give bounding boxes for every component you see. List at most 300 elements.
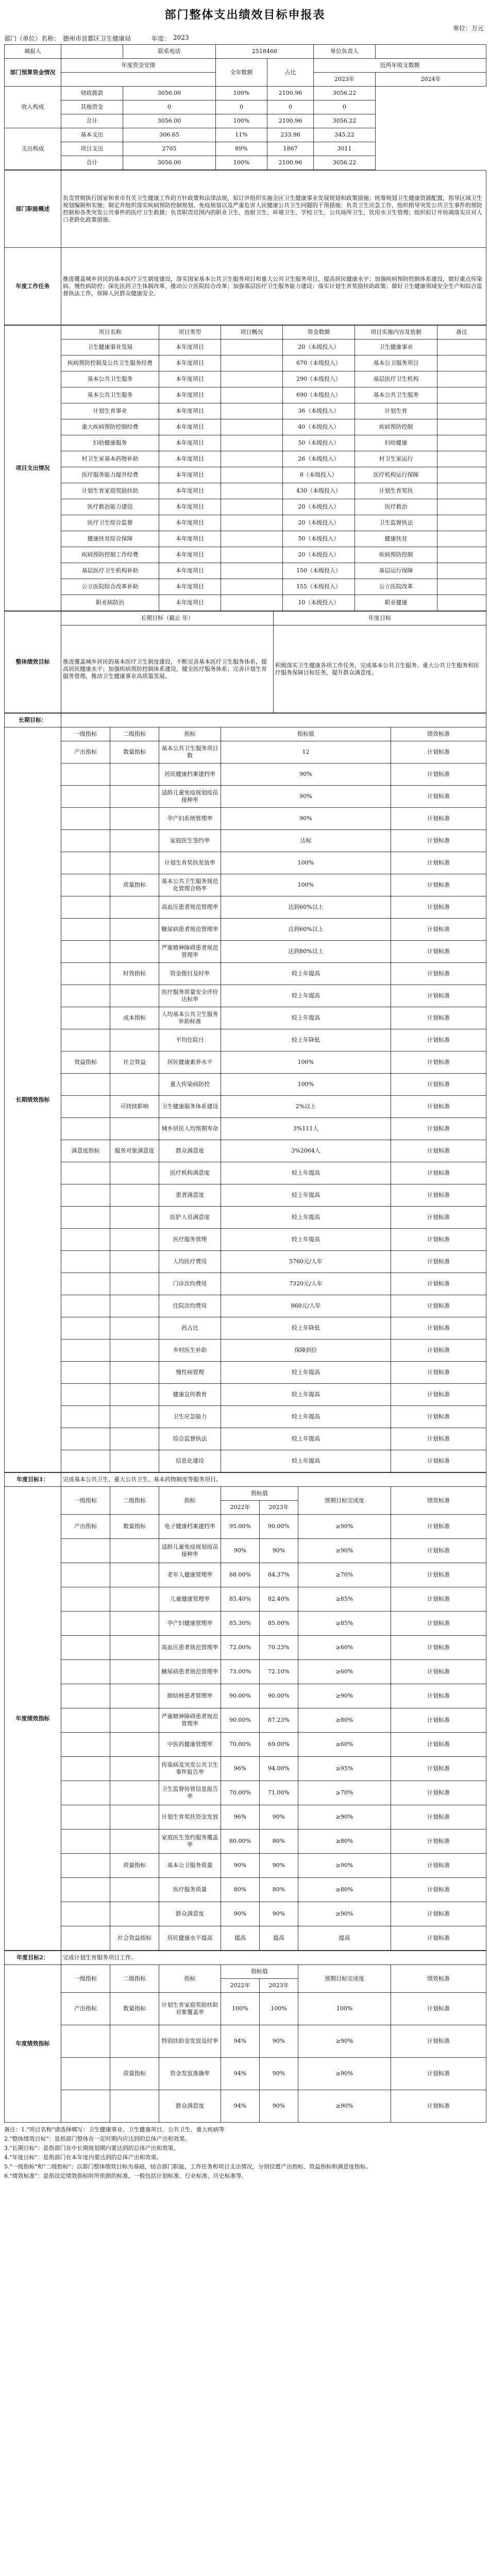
year_goal-a: 90.00% bbox=[221, 1684, 260, 1708]
money-total: 3056.00 bbox=[123, 114, 216, 128]
overall-label: 整体绩效目标 bbox=[5, 612, 61, 713]
year_goal-l2 bbox=[110, 1805, 159, 1829]
year_goal-a: 提高 bbox=[221, 1926, 260, 1951]
long-goal-l2 bbox=[110, 1229, 159, 1251]
table-row bbox=[5, 1612, 486, 1636]
year_goal-l2 bbox=[110, 1757, 159, 1781]
project-name: 重大疾病预防控制经费 bbox=[61, 419, 159, 435]
table-row bbox=[5, 830, 486, 852]
long-goal-val: 较上年提高 bbox=[221, 963, 391, 985]
long-goal-ind: 乡村医生补助 bbox=[159, 1340, 221, 1362]
money-sub: 基本支出 bbox=[61, 128, 123, 142]
year_goal-l2 bbox=[110, 1902, 159, 1926]
long-goal-l1 bbox=[61, 1007, 110, 1029]
year_goal-c: ≥85% bbox=[298, 1612, 391, 1636]
project-desc bbox=[221, 387, 283, 403]
tasks-text: 推进覆盖城乡居民的基本医疗卫生制度建设，落实国家基本公共卫生服务项目和重大公共卫生服务项目，提高居民健康水平；加强疾病预防控制体系建设，做好重点传染病、慢性病防控；深化医药卫生体制改革，推动公立医院综合改革；加强基层医疗卫生服务能力建设；落实计划生育奖励扶助政策；做好卫生健康领域安全生产和综合监督执法工作，保障人民群众健康安全。 bbox=[61, 248, 486, 325]
year_goal2-a: 100% bbox=[221, 1993, 260, 2025]
year_goal-std: 计划标准 bbox=[391, 1515, 486, 1539]
long-goal-val: 2%以上 bbox=[221, 1096, 391, 1118]
table-row bbox=[5, 1340, 486, 1362]
year_goal-std: 计划标准 bbox=[391, 1781, 486, 1805]
table-row bbox=[5, 1781, 486, 1805]
long-goal-table bbox=[4, 713, 486, 1472]
year_goal-b: 提高 bbox=[260, 1926, 298, 1951]
project-name: 公立医院综合改革补助 bbox=[61, 579, 159, 595]
long-goal-l1: 满意度指标 bbox=[61, 1140, 110, 1162]
year_goal-l2: 质量指标 bbox=[110, 1854, 159, 1878]
long-goal-l1 bbox=[61, 1074, 110, 1096]
long-goal-ind: 居民健康档案建档率 bbox=[159, 764, 221, 786]
year-goal2-table bbox=[4, 1951, 486, 2123]
year_goal-a: 70.00% bbox=[221, 1781, 260, 1805]
year_goal-ind: 肺结核患者管理率 bbox=[159, 1684, 221, 1708]
table-row bbox=[5, 1096, 486, 1118]
year_goal2-std: 计划标准 bbox=[391, 2090, 486, 2123]
project-name: 疾病预防控制工作经费 bbox=[61, 547, 159, 563]
year_goal-subcol: 2022年 bbox=[221, 1501, 260, 1515]
table-row bbox=[5, 499, 486, 515]
project-note bbox=[437, 355, 486, 371]
project-content: 基层运行保障 bbox=[355, 563, 437, 579]
long-goal-l1 bbox=[61, 786, 110, 808]
year_goal-b: 94.00% bbox=[260, 1757, 298, 1781]
year_goal2-c: 100% bbox=[298, 1993, 391, 2025]
money-y1: 2100.96 bbox=[267, 87, 314, 100]
long-goal-ind: 严重精神障碍患者规范管理率 bbox=[159, 941, 221, 963]
long-goal-std: 计划标准 bbox=[391, 741, 486, 764]
year_goal-c: ≥80% bbox=[298, 1708, 391, 1733]
year_goal-l1 bbox=[61, 1926, 110, 1951]
long-goal-val: 12 bbox=[221, 741, 391, 764]
project-name: 医疗卫生综合监督 bbox=[61, 515, 159, 531]
long-goal-std: 计划标准 bbox=[391, 1428, 486, 1450]
year_goal2-col: 指标值 bbox=[221, 1965, 298, 1979]
year_goal-ind: 传染病及突发公共卫生事件报告率 bbox=[159, 1757, 221, 1781]
unit-label: 单位：万元 bbox=[452, 25, 484, 32]
long-goal-ind: 慢性病管理 bbox=[159, 1362, 221, 1384]
long-goal-val: 5760元/人年 bbox=[221, 1251, 391, 1273]
table-row bbox=[5, 1515, 486, 1539]
project-desc bbox=[221, 515, 283, 531]
project-name: 村卫生室基本药物补助 bbox=[61, 451, 159, 467]
money-pct: 11% bbox=[216, 128, 267, 142]
long-goal-l2 bbox=[110, 1273, 159, 1295]
project-name: 健康扶贫综合保障 bbox=[61, 531, 159, 547]
year_goal-l1 bbox=[61, 1902, 110, 1926]
year_goal-std: 计划标准 bbox=[391, 1757, 486, 1781]
long-goal-l2 bbox=[110, 1406, 159, 1428]
table-row bbox=[5, 1636, 486, 1660]
money-col-4: 2023年 bbox=[314, 73, 376, 87]
long-goal-std: 计划标准 bbox=[391, 1052, 486, 1074]
year_goal-l2 bbox=[110, 1612, 159, 1636]
long-goal-std: 计划标准 bbox=[391, 786, 486, 808]
projects-col: 备注 bbox=[437, 326, 486, 340]
year_goal2-std: 计划标准 bbox=[391, 2058, 486, 2090]
year_goal-l2 bbox=[110, 1660, 159, 1684]
year_goal-side-label: 年度绩效指标 bbox=[5, 1487, 61, 1951]
long-goal-l2 bbox=[110, 1384, 159, 1406]
year_goal-a: 88.00% bbox=[221, 1563, 260, 1587]
long-goal-l1 bbox=[61, 1295, 110, 1317]
tasks-label: 年度工作任务 bbox=[5, 248, 61, 325]
year_goal-std: 计划标准 bbox=[391, 1902, 486, 1926]
long-goal-std: 计划标准 bbox=[391, 852, 486, 874]
year_goal-std: 计划标准 bbox=[391, 1684, 486, 1708]
project-note bbox=[437, 371, 486, 387]
table-row bbox=[5, 764, 486, 786]
money-y2: 3056.22 bbox=[314, 156, 376, 170]
project-type: 本年度项目 bbox=[159, 499, 221, 515]
project-note bbox=[437, 531, 486, 547]
year-goal2-label: 年度目标2： bbox=[5, 1951, 61, 1965]
long-goal-std: 计划标准 bbox=[391, 1207, 486, 1229]
long-goal-val: 90% bbox=[221, 764, 391, 786]
project-note bbox=[437, 387, 486, 403]
money-pct: 89% bbox=[216, 142, 267, 156]
long-goal-l1 bbox=[61, 1029, 110, 1052]
year_goal2-side-label: 年度绩效指标 bbox=[5, 1965, 61, 2123]
year_goal-l2 bbox=[110, 1539, 159, 1563]
project-type: 本年度项目 bbox=[159, 467, 221, 483]
year_goal-col: 二级指标 bbox=[110, 1487, 159, 1515]
year_goal2-l1 bbox=[61, 2025, 110, 2058]
year_goal-a: 90% bbox=[221, 1539, 260, 1563]
table-row bbox=[5, 355, 486, 371]
long-goal-ind: 适龄儿童免疫规划疫苗接种率 bbox=[159, 786, 221, 808]
long-goal-ind: 孕产妇系统管理率 bbox=[159, 808, 221, 830]
long-goal-col: 二级指标 bbox=[110, 727, 159, 741]
long-goal-l1 bbox=[61, 808, 110, 830]
money-pct: 0 bbox=[216, 100, 267, 114]
long-goal-l1: 产出指标 bbox=[61, 741, 110, 764]
long-goal-l2 bbox=[110, 896, 159, 919]
project-type: 本年度项目 bbox=[159, 515, 221, 531]
year_goal2-a: 94% bbox=[221, 2058, 260, 2090]
table-row bbox=[5, 1757, 486, 1781]
project-type: 本年度项目 bbox=[159, 419, 221, 435]
year_goal-ind: 严重精神障碍患者规范管理率 bbox=[159, 1708, 221, 1733]
year_goal-l2 bbox=[110, 1708, 159, 1733]
year_goal-ind: 家庭医生签约服务覆盖率 bbox=[159, 1829, 221, 1854]
long-goal-std: 计划标准 bbox=[391, 1140, 486, 1162]
project-note bbox=[437, 547, 486, 563]
table-row bbox=[5, 1878, 486, 1902]
long-goal-ind: 医护人员满意度 bbox=[159, 1207, 221, 1229]
year_goal-a: 70.00% bbox=[221, 1733, 260, 1757]
year_goal-l1 bbox=[61, 1781, 110, 1805]
long-goal-label: 长期目标： bbox=[5, 714, 61, 727]
leader-name bbox=[61, 45, 123, 59]
year_goal2-a: 94% bbox=[221, 2090, 260, 2123]
money-y1: 0 bbox=[267, 100, 314, 114]
year_goal-l2 bbox=[110, 1563, 159, 1587]
table-row bbox=[5, 1854, 486, 1878]
year_goal-b: 85.00% bbox=[260, 1612, 298, 1636]
year_goal-c: ≥95% bbox=[298, 1757, 391, 1781]
year-goal2-rows bbox=[5, 1965, 486, 2123]
table-row bbox=[5, 896, 486, 919]
long-goal-l2 bbox=[110, 1184, 159, 1207]
money-total: 3056.00 bbox=[123, 87, 216, 100]
long-goal-val: 100% bbox=[221, 1074, 391, 1096]
year_goal-c: ≥85% bbox=[298, 1587, 391, 1612]
year_goal2-l2: 数量指标 bbox=[110, 1993, 159, 2025]
year_goal-l1 bbox=[61, 1660, 110, 1684]
money-rows bbox=[5, 87, 486, 170]
year_goal-l1 bbox=[61, 1539, 110, 1563]
long-goal-val: 较上年降低 bbox=[221, 1317, 391, 1340]
year_goal-c: ≥70% bbox=[298, 1563, 391, 1587]
year_goal-std: 计划标准 bbox=[391, 1636, 486, 1660]
long-goal-std: 计划标准 bbox=[391, 1096, 486, 1118]
year_goal2-c: ≥90% bbox=[298, 2090, 391, 2123]
year_goal-std: 计划标准 bbox=[391, 1587, 486, 1612]
project-note bbox=[437, 483, 486, 499]
money-pct: 100% bbox=[216, 156, 267, 170]
project-amt: 20（本级投入） bbox=[283, 515, 355, 531]
year_goal-col: 预期目标完成度 bbox=[298, 1487, 391, 1515]
year_goal-l2: 数量指标 bbox=[110, 1515, 159, 1539]
long-goal-l2 bbox=[110, 1251, 159, 1273]
year_goal2-l2 bbox=[110, 2025, 159, 2058]
year_goal-l1 bbox=[61, 1733, 110, 1757]
overall-year-label: 年度目标 bbox=[274, 612, 486, 625]
page-title: 部门整体支出绩效目标申报表 bbox=[164, 8, 326, 22]
year_goal-l1: 产出指标 bbox=[61, 1515, 110, 1539]
long-goal-ind: 居民健康素养水平 bbox=[159, 1052, 221, 1074]
project-content: 卫生监督执法 bbox=[355, 515, 437, 531]
year_goal-ind: 儿童健康管理率 bbox=[159, 1587, 221, 1612]
table-row bbox=[5, 1184, 486, 1207]
long-goal-ind: 健康宣传教育 bbox=[159, 1384, 221, 1406]
long-goal-ind: 综合监督执法 bbox=[159, 1428, 221, 1450]
money-row bbox=[5, 128, 486, 142]
table-row bbox=[5, 340, 486, 355]
money-sub: 其他资金 bbox=[61, 100, 123, 114]
year_goal-c: ≥90% bbox=[298, 1902, 391, 1926]
project-amt: 150（本级投入） bbox=[283, 563, 355, 579]
table-row bbox=[5, 1295, 486, 1317]
table-row bbox=[5, 1406, 486, 1428]
year-goal-label: 年度目标1： bbox=[5, 1473, 61, 1487]
money-y2: 345.22 bbox=[314, 128, 376, 142]
projects-table bbox=[4, 325, 486, 611]
project-type: 本年度项目 bbox=[159, 355, 221, 371]
long-goal-val: 较上年提高 bbox=[221, 1450, 391, 1472]
long-goal-val: 达到60%以上 bbox=[221, 919, 391, 941]
project-type: 本年度项目 bbox=[159, 371, 221, 387]
year_goal-b: 90% bbox=[260, 1539, 298, 1563]
table-row bbox=[5, 1074, 486, 1096]
table-row bbox=[5, 741, 486, 764]
long-goal-val: 达标 bbox=[221, 830, 391, 852]
long-goal-l2 bbox=[110, 1029, 159, 1052]
long-goal-std: 计划标准 bbox=[391, 1450, 486, 1472]
project-desc bbox=[221, 340, 283, 355]
table-row bbox=[5, 515, 486, 531]
table-row bbox=[5, 1660, 486, 1684]
year_goal-c: ≥60% bbox=[298, 1733, 391, 1757]
note-line: 备注：1."项目名称"请选择填写：卫生健康事业、卫生健康项目、公共卫生、重大疾病等 bbox=[4, 2126, 225, 2133]
note-line: 4."年度目标"：是指部门在本年度内要达到的总体产出和效果。 bbox=[4, 2154, 162, 2161]
leader-label: 填报人 bbox=[5, 45, 61, 59]
year_goal-a: 80% bbox=[221, 1878, 260, 1902]
long-goal-val: 较上年提高 bbox=[221, 1007, 391, 1029]
table-row bbox=[5, 435, 486, 451]
long-goal-ind: 人均医疗费用 bbox=[159, 1251, 221, 1273]
note-line: 2."整体绩效目标"：是指部门整体在一定时期内应达到的总体产出和效果。 bbox=[4, 2136, 191, 2142]
year_goal-l2: 社会效益指标 bbox=[110, 1926, 159, 1951]
projects-col: 项目名称 bbox=[61, 326, 159, 340]
long-goal-ind: 卫生应急能力 bbox=[159, 1406, 221, 1428]
long-goal-std: 计划标准 bbox=[391, 919, 486, 941]
project-amt: 20（本级投入） bbox=[283, 547, 355, 563]
year_goal-a: 73.00% bbox=[221, 1660, 260, 1684]
long-goal-val: 860元/人年 bbox=[221, 1295, 391, 1317]
project-note bbox=[437, 435, 486, 451]
long-goal-l2 bbox=[110, 919, 159, 941]
basic-table bbox=[4, 44, 486, 170]
long-goal-l2 bbox=[110, 1340, 159, 1362]
long-goal-val: 达到80%以上 bbox=[221, 941, 391, 963]
projects-col: 项目实施内容及依据 bbox=[355, 326, 437, 340]
long-goal-std: 计划标准 bbox=[391, 874, 486, 896]
year_goal-std: 计划标准 bbox=[391, 1612, 486, 1636]
table-row bbox=[5, 371, 486, 387]
table-row bbox=[5, 1587, 486, 1612]
table-row bbox=[5, 1007, 486, 1029]
year_goal-c: ≥80% bbox=[298, 1829, 391, 1854]
year_goal-l1 bbox=[61, 1563, 110, 1587]
long-goal-std: 计划标准 bbox=[391, 1295, 486, 1317]
table-row bbox=[5, 451, 486, 467]
year_goal-std: 计划标准 bbox=[391, 1660, 486, 1684]
long-goal-l1 bbox=[61, 1229, 110, 1251]
year_goal2-l2: 质量指标 bbox=[110, 2058, 159, 2090]
year-goal-text: 完成基本公共卫生、重大公共卫生、基本药物制度等服务项目。 bbox=[61, 1473, 486, 1487]
long-goal-ind: 卫生健康服务体系建设 bbox=[159, 1096, 221, 1118]
long-goal-l2: 服务对象满意度 bbox=[110, 1140, 159, 1162]
long-goal-l1 bbox=[61, 941, 110, 963]
project-content: 职业健康 bbox=[355, 595, 437, 611]
year_goal-ind: 基本公卫服务质量 bbox=[159, 1854, 221, 1878]
year_goal-l1 bbox=[61, 1612, 110, 1636]
project-amt: 36（本级投入） bbox=[283, 403, 355, 419]
year_goal-ind: 医疗服务质量 bbox=[159, 1878, 221, 1902]
year_goal-b: 69.00% bbox=[260, 1733, 298, 1757]
money-pct: 100% bbox=[216, 87, 267, 100]
long-goal-ind: 家庭医生签约率 bbox=[159, 830, 221, 852]
year_goal-c: ≥90% bbox=[298, 1854, 391, 1878]
money-row bbox=[5, 114, 486, 128]
project-name: 职业病防治 bbox=[61, 595, 159, 611]
year_goal2-subcol: 2022年 bbox=[221, 1979, 260, 1993]
project-note bbox=[437, 419, 486, 435]
money-y1: 233.96 bbox=[267, 128, 314, 142]
table-row bbox=[5, 985, 486, 1007]
year_goal-col: 指标值 bbox=[221, 1487, 298, 1501]
project-amt: 50（本级投入） bbox=[283, 435, 355, 451]
long-goal-l2 bbox=[110, 764, 159, 786]
money-col-2: 全年数额 bbox=[216, 59, 267, 87]
long-goal-ind: 住院次均费用 bbox=[159, 1295, 221, 1317]
year_goal-col: 一级指标 bbox=[61, 1487, 110, 1515]
long-goal-ind: 人均基本公共卫生服务补助标准 bbox=[159, 1007, 221, 1029]
long-goal-ind: 资金拨付及时率 bbox=[159, 963, 221, 985]
table-row bbox=[5, 547, 486, 563]
long-goal-col: 一级指标 bbox=[61, 727, 110, 741]
table-row bbox=[5, 483, 486, 499]
project-content: 基层医疗卫生机构 bbox=[355, 371, 437, 387]
money-sub: 合计 bbox=[61, 156, 123, 170]
long-goal-val: 较上年提高 bbox=[221, 1184, 391, 1207]
long-goal-l1 bbox=[61, 1450, 110, 1472]
money-total: 0 bbox=[123, 100, 216, 114]
year-goal-rows bbox=[5, 1487, 486, 1951]
year_goal-ind: 老年人健康管理率 bbox=[159, 1563, 221, 1587]
long-goal-l1 bbox=[61, 1340, 110, 1362]
year_goal2-l2 bbox=[110, 2090, 159, 2123]
long-goal-std: 计划标准 bbox=[391, 1340, 486, 1362]
year_goal-c: ≥90% bbox=[298, 1515, 391, 1539]
year_goal-a: 80.00% bbox=[221, 1829, 260, 1854]
year_goal2-ind: 特别扶助金发放及时率 bbox=[159, 2025, 221, 2058]
year_goal-b: 90.00% bbox=[260, 1515, 298, 1539]
project-note bbox=[437, 499, 486, 515]
tel-label: 联系电话 bbox=[123, 45, 216, 59]
table-row bbox=[5, 2025, 486, 2058]
project-desc bbox=[221, 499, 283, 515]
year_goal-l1 bbox=[61, 1757, 110, 1781]
projects-col: 资金数额 bbox=[283, 326, 355, 340]
year_goal-a: 90.00% bbox=[221, 1708, 260, 1733]
long-goal-val: 较上年提高 bbox=[221, 1207, 391, 1229]
table-row bbox=[5, 595, 486, 611]
long-goal-l2 bbox=[110, 808, 159, 830]
note-line: 3."长期目标"：是指部门在中长期规划期内要达到的总体产出和效果。 bbox=[4, 2145, 179, 2151]
project-type: 本年度项目 bbox=[159, 595, 221, 611]
table-row bbox=[5, 1229, 486, 1251]
money-y2: 0 bbox=[314, 100, 376, 114]
long-goal-l1 bbox=[61, 985, 110, 1007]
long-goal-l2 bbox=[110, 985, 159, 1007]
year_goal-std: 计划标准 bbox=[391, 1563, 486, 1587]
long-goal-l2 bbox=[110, 1074, 159, 1096]
year_goal-ind: 居民健康水平提高 bbox=[159, 1926, 221, 1951]
project-desc bbox=[221, 563, 283, 579]
year_goal-ind: 高血压患者规范管理率 bbox=[159, 1636, 221, 1660]
long-goal-std: 计划标准 bbox=[391, 1406, 486, 1428]
year_goal2-col: 二级指标 bbox=[110, 1965, 159, 1993]
long-goal-val: 90% bbox=[221, 808, 391, 830]
long-goal-ind: 高血压患者规范管理率 bbox=[159, 896, 221, 919]
year_goal2-ind: 群众满意度 bbox=[159, 2090, 221, 2123]
year_goal-b: 87.23% bbox=[260, 1708, 298, 1733]
money-section-label: 部门预算资金情况 bbox=[5, 59, 61, 87]
table-row bbox=[5, 919, 486, 941]
table-row bbox=[5, 387, 486, 403]
long-goal-l1 bbox=[61, 1406, 110, 1428]
long-goal-l2: 可持续影响 bbox=[110, 1096, 159, 1118]
meta-row bbox=[0, 33, 490, 44]
table-row bbox=[5, 941, 486, 963]
table-row bbox=[5, 1140, 486, 1162]
year_goal-b: 71.00% bbox=[260, 1781, 298, 1805]
long-goal-ind: 群众满意度 bbox=[159, 1140, 221, 1162]
overall-long-text: 推进覆盖城乡居民的基本医疗卫生制度建设，不断完善基本医疗卫生服务体系，提高居民健康水平；加强疾病预防控制体系建设，健全医疗服务体系；完善计划生育服务管理，推动卫生健康事业高质量发展。 bbox=[61, 625, 274, 713]
